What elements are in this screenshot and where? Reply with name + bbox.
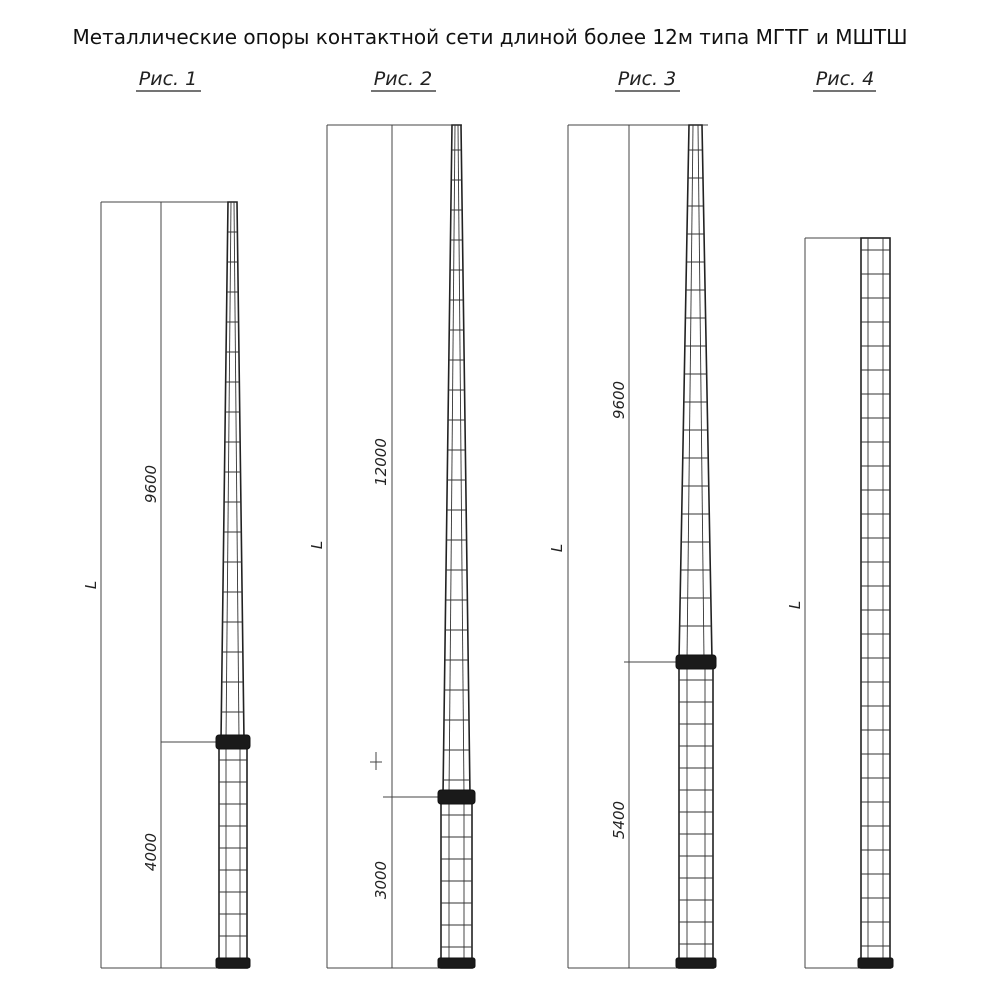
- figure-4-base: [858, 958, 893, 968]
- figure-1-joint: [216, 735, 250, 749]
- figure-2: [308, 68, 475, 968]
- figure-1-upper-dimension: 9600: [142, 464, 160, 504]
- figure-1-dimensions: [101, 202, 236, 968]
- figure-1-pole: [216, 202, 250, 968]
- figure-4: [786, 68, 893, 968]
- figure-2-lower-dimension: 3000: [372, 860, 390, 900]
- figure-3-lower-dimension: 5400: [610, 800, 628, 840]
- figure-3-label: Рис. 3: [617, 68, 677, 90]
- figure-4-label: Рис. 4: [815, 68, 875, 90]
- figure-2-total-length: L: [308, 540, 326, 550]
- figure-1-base: [216, 958, 250, 968]
- figure-2-upper-dimension: 12000: [372, 438, 390, 486]
- figure-1-lower-dimension: 4000: [142, 832, 160, 872]
- figure-2-pole: [438, 125, 475, 968]
- figure-3-pole: [676, 125, 716, 968]
- figure-2-base: [438, 958, 475, 968]
- figure-3: [548, 68, 716, 968]
- figure-4-total-length: L: [786, 600, 804, 610]
- figure-3-total-length: L: [548, 543, 566, 553]
- figure-1-total-length: L: [82, 580, 100, 590]
- figure-1: [82, 68, 250, 968]
- figure-3-joint: [676, 655, 716, 669]
- figure-2-label: Рис. 2: [373, 68, 433, 90]
- figure-4-dimensions: [805, 238, 888, 968]
- figure-2-joint: [438, 790, 475, 804]
- figure-1-label: Рис. 1: [138, 68, 198, 90]
- figure-4-pole: [858, 238, 893, 968]
- figure-3-upper-dimension: 9600: [610, 380, 628, 420]
- figure-3-base: [676, 958, 716, 968]
- page-title: Металлические опоры контактной сети длиной более 12м типа МГТГ и МШТШ: [72, 25, 908, 49]
